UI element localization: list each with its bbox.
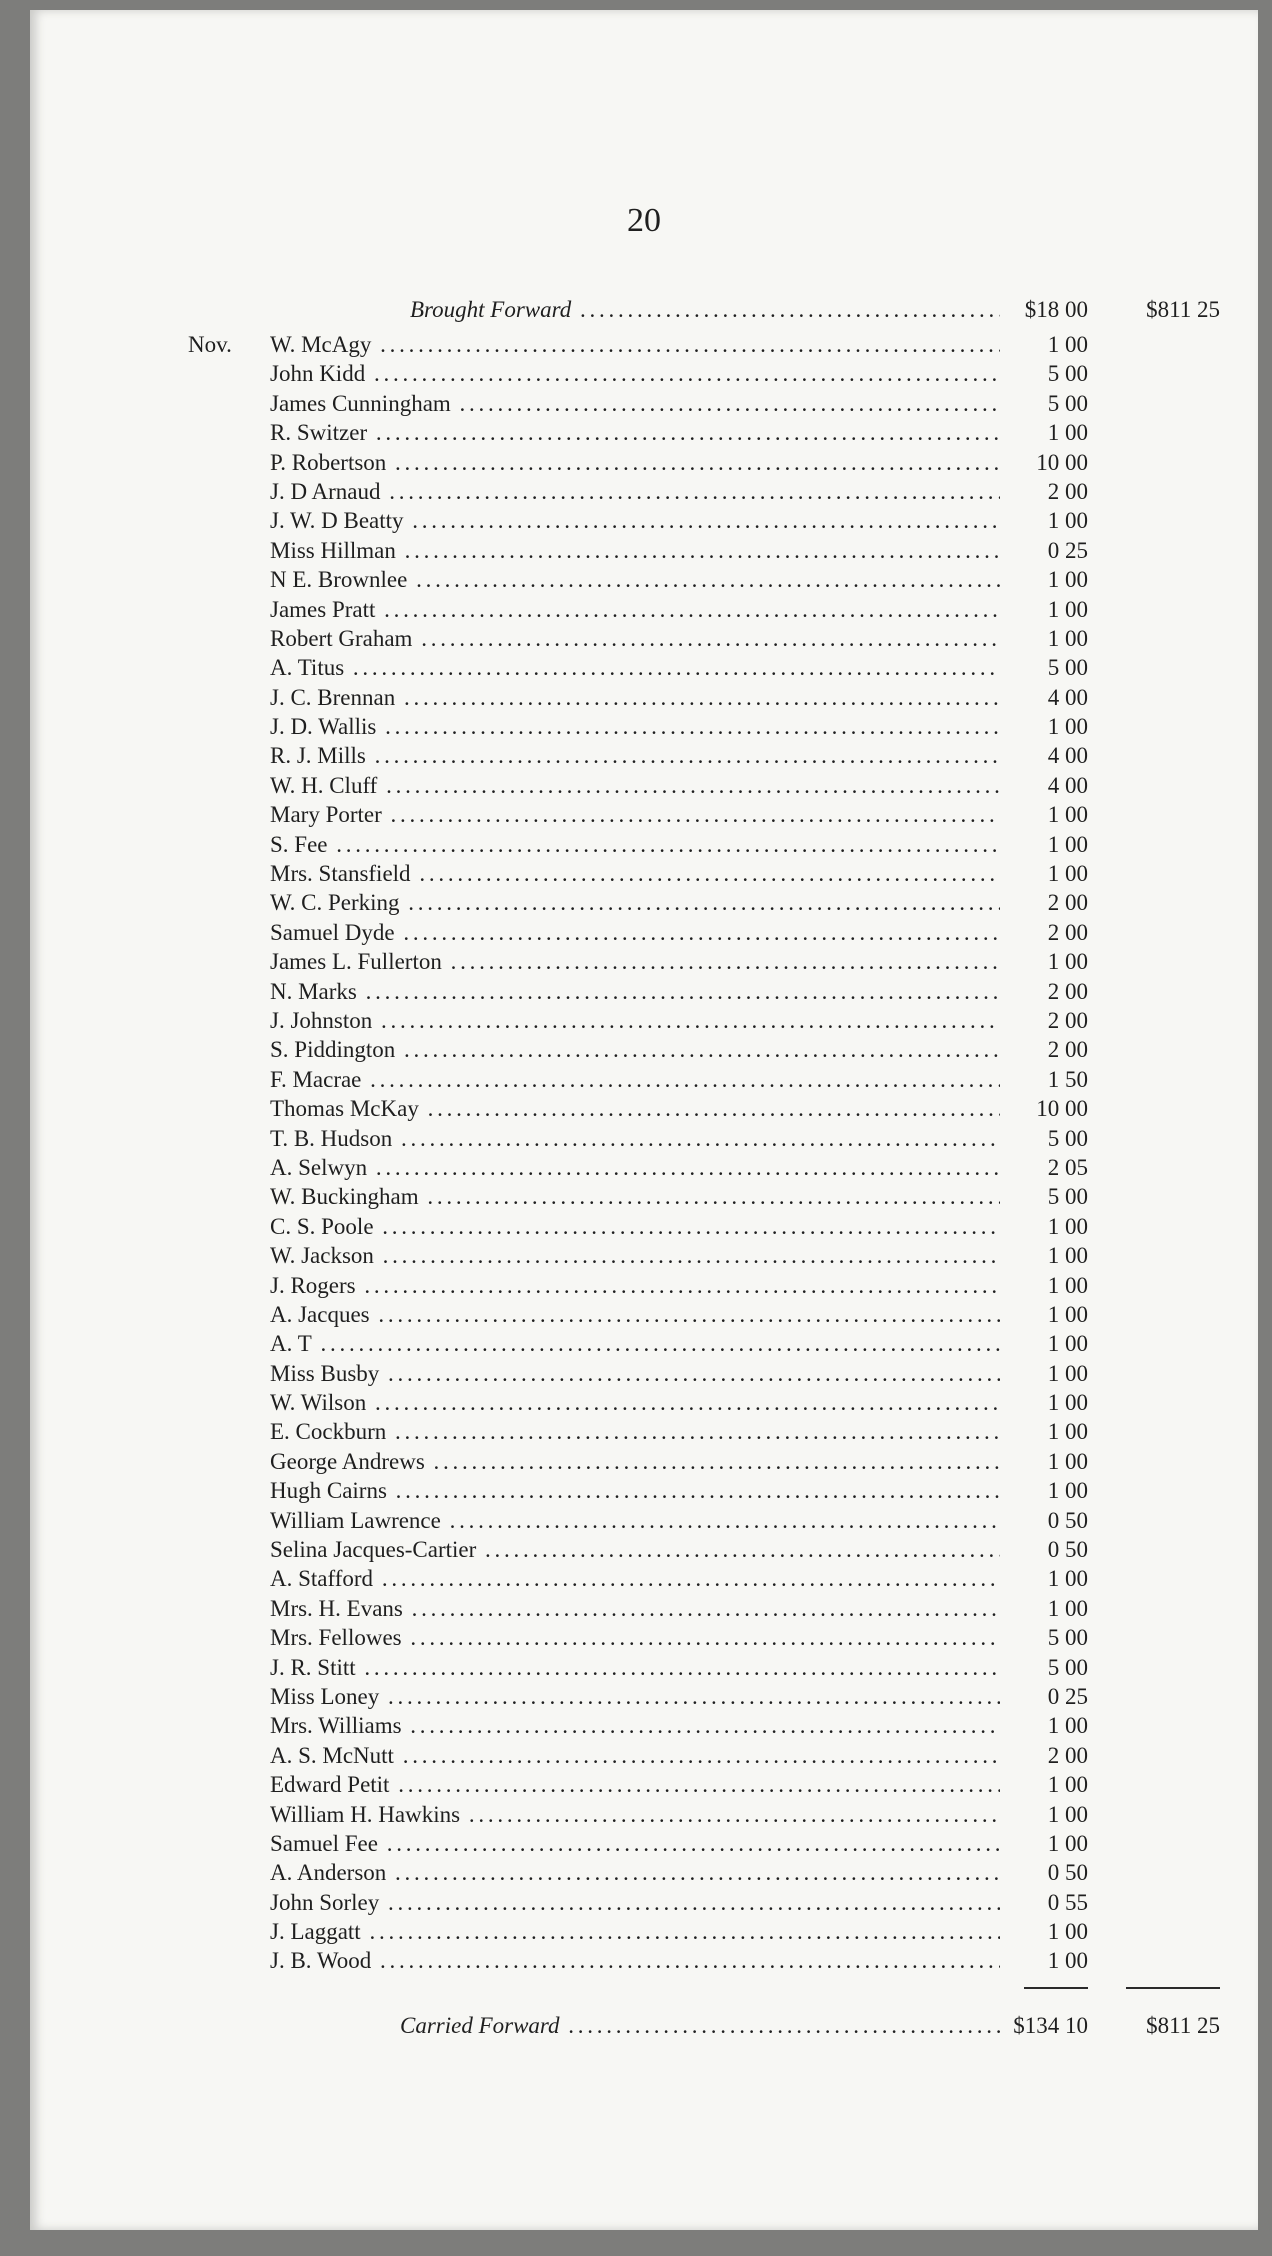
ledger-row	[30, 506, 1258, 535]
donation-amount: 1 00	[1047, 1595, 1088, 1621]
donor-name-cell	[270, 506, 1000, 535]
ledger-row	[30, 1124, 1258, 1153]
donation-amount: 10 00	[1036, 1096, 1088, 1122]
ledger-row	[30, 1623, 1258, 1652]
donor-name: F. Macrae	[270, 1067, 365, 1092]
donor-name: Miss Hillman	[270, 538, 400, 563]
donor-name-cell	[270, 918, 1000, 947]
ledger-row	[30, 536, 1258, 565]
donor-name: Mrs. Stansfield	[270, 861, 415, 886]
donor-name: T. B. Hudson	[270, 1126, 396, 1151]
ledger-row	[30, 1946, 1258, 1975]
donation-amount: 1 00	[1047, 332, 1088, 357]
donation-amount: 2 00	[1047, 978, 1088, 1004]
donation-amount: 0 50	[1047, 1860, 1088, 1886]
ledger-row	[30, 1447, 1258, 1476]
ledger-row	[30, 1653, 1258, 1682]
donor-name: Robert Graham	[270, 626, 416, 651]
donor-name: W. McAgy	[270, 332, 375, 357]
ledger-row	[30, 1388, 1258, 1417]
ledger-row	[30, 1800, 1258, 1829]
donor-name: N E. Brownlee	[270, 567, 411, 592]
ledger-row	[30, 800, 1258, 829]
donor-name-cell	[270, 1035, 1000, 1064]
donor-name-cell	[270, 1711, 1000, 1740]
ledger-row	[30, 1006, 1258, 1035]
donor-name: George Andrews	[270, 1449, 429, 1474]
donor-name: James Cunningham	[270, 391, 455, 416]
ledger-row	[30, 888, 1258, 917]
donation-amount: 0 50	[1047, 1537, 1088, 1563]
donor-name-cell	[270, 1653, 1000, 1682]
donor-name: J. Johnston	[270, 1008, 376, 1033]
ledger-row	[30, 1271, 1258, 1300]
ledger-row	[30, 418, 1258, 447]
donor-name-cell	[270, 1858, 1000, 1887]
donation-amount: 1 00	[1047, 949, 1088, 975]
donation-amount: 1 00	[1047, 1243, 1088, 1269]
donor-name-cell	[270, 1888, 1000, 1917]
donor-name-cell	[270, 1065, 1000, 1094]
donation-amount: 5 00	[1047, 1184, 1088, 1210]
donor-name-cell	[270, 800, 1000, 829]
donor-name: J. D Arnaud	[270, 479, 385, 504]
donor-name: P. Robertson	[270, 450, 390, 475]
carried-forward-total: $811 25	[1146, 2012, 1220, 2038]
donor-name-cell	[270, 624, 1000, 653]
brought-forward-row	[30, 290, 1258, 330]
donation-amount: 1 00	[1047, 596, 1088, 622]
donor-name: Edward Petit	[270, 1772, 393, 1797]
donor-name: A. Anderson	[270, 1860, 390, 1885]
donor-name: J. W. D Beatty	[270, 508, 408, 533]
donor-name-cell	[270, 1359, 1000, 1388]
donor-name-cell	[270, 1124, 1000, 1153]
donor-name-cell	[270, 1770, 1000, 1799]
carried-forward-label: Carried Forward	[400, 2013, 564, 2038]
donation-amount: 1 00	[1047, 567, 1088, 593]
donor-name: R. J. Mills	[270, 743, 370, 768]
donor-name: William H. Hawkins	[270, 1802, 464, 1827]
donor-name-cell	[270, 359, 1000, 388]
ledger-row	[30, 683, 1258, 712]
donor-name-cell	[270, 859, 1000, 888]
donor-name-cell	[270, 1388, 1000, 1417]
donation-amount: 0 50	[1047, 1507, 1088, 1533]
ledger-table	[30, 290, 1258, 2046]
brought-forward-total: $811 25	[1146, 297, 1220, 322]
ledger-row	[30, 1329, 1258, 1358]
donor-name: A. Selwyn	[270, 1155, 371, 1180]
donor-name-cell	[270, 1682, 1000, 1711]
ledger-row	[30, 1682, 1258, 1711]
ledger-row	[30, 1359, 1258, 1388]
donor-name-cell	[270, 389, 1000, 418]
donor-name: J. C. Brennan	[270, 685, 399, 710]
ledger-row	[30, 830, 1258, 859]
donation-amount: 1 00	[1047, 861, 1088, 887]
donor-name-cell	[270, 330, 1000, 359]
donor-name-cell	[270, 595, 1000, 624]
ledger-row	[30, 1917, 1258, 1946]
ledger-row	[30, 565, 1258, 594]
donor-name: W. H. Cluff	[270, 773, 381, 798]
donation-amount: 1 00	[1047, 1448, 1088, 1474]
donation-amount: 1 00	[1047, 1360, 1088, 1386]
ledger-row	[30, 595, 1258, 624]
donor-name: N. Marks	[270, 979, 361, 1004]
donor-name-cell	[270, 536, 1000, 565]
ledger-row	[30, 1476, 1258, 1505]
donor-name-cell	[270, 830, 1000, 859]
donor-name-cell	[270, 1476, 1000, 1505]
donor-name-cell	[270, 771, 1000, 800]
donor-name-cell	[270, 947, 1000, 976]
donor-name: W. Buckingham	[270, 1184, 423, 1209]
donor-name-cell	[270, 1535, 1000, 1564]
ledger-row	[30, 1065, 1258, 1094]
donor-name-cell	[270, 1447, 1000, 1476]
donor-name-cell	[270, 565, 1000, 594]
total-rule	[1126, 1987, 1220, 1989]
donation-amount: 2 00	[1047, 478, 1088, 504]
donation-amount: 1 00	[1047, 802, 1088, 828]
donation-amount: 1 00	[1047, 508, 1088, 534]
donor-name-cell	[270, 1946, 1000, 1975]
donor-name: Mary Porter	[270, 802, 386, 827]
ledger-row	[30, 1711, 1258, 1740]
donation-amount: 1 00	[1047, 625, 1088, 651]
ledger-row	[30, 1888, 1258, 1917]
donor-name: Mrs. H. Evans	[270, 1596, 407, 1621]
donor-name-cell	[270, 448, 1000, 477]
donor-name: James L. Fullerton	[270, 949, 446, 974]
donation-amount: 1 00	[1047, 1566, 1088, 1592]
donation-amount: 1 00	[1047, 1390, 1088, 1416]
donor-name: J. B. Wood	[270, 1948, 375, 1973]
donation-amount: 1 00	[1047, 714, 1088, 740]
donor-name: A. S. McNutt	[270, 1743, 398, 1768]
donor-name: C. S. Poole	[270, 1214, 378, 1239]
donation-amount: 1 00	[1047, 1919, 1088, 1945]
donor-name: A. Jacques	[270, 1302, 374, 1327]
donation-amount: 5 00	[1047, 1125, 1088, 1151]
ledger-row	[30, 1094, 1258, 1123]
donor-name-cell	[270, 1800, 1000, 1829]
ledger-row	[30, 477, 1258, 506]
donation-amount: 5 00	[1047, 361, 1088, 387]
brought-forward-amount: $18 00	[1024, 297, 1088, 322]
donor-name-cell	[270, 1829, 1000, 1858]
donor-name: W. C. Perking	[270, 890, 404, 915]
donation-amount: 5 00	[1047, 1625, 1088, 1651]
ledger-row	[30, 1506, 1258, 1535]
ledger-row	[30, 918, 1258, 947]
donor-name-cell	[270, 1917, 1000, 1946]
ledger-row	[30, 389, 1258, 418]
ledger-page	[30, 10, 1258, 2230]
donation-amount: 2 00	[1047, 1037, 1088, 1063]
donor-name: Selina Jacques-Cartier	[270, 1537, 480, 1562]
donor-name-cell	[270, 977, 1000, 1006]
donor-name: William Lawrence	[270, 1508, 445, 1533]
donation-amount: 2 00	[1047, 1007, 1088, 1033]
donor-name-cell	[270, 1417, 1000, 1446]
donor-name: A. Titus	[270, 655, 348, 680]
month-label: Nov.	[188, 332, 232, 357]
brought-forward-label: Brought Forward	[410, 297, 575, 322]
donation-amount: 4 00	[1047, 684, 1088, 710]
donor-name: John Kidd	[270, 361, 369, 386]
donation-amount: 1 00	[1047, 1272, 1088, 1298]
donation-amount: 2 00	[1047, 1742, 1088, 1768]
donor-name: E. Cockburn	[270, 1419, 390, 1444]
carried-forward-row	[30, 2006, 1258, 2046]
ledger-row	[30, 1770, 1258, 1799]
donation-amount: 0 25	[1047, 537, 1088, 563]
donor-name: R. Switzer	[270, 420, 371, 445]
donor-name: Mrs. Fellowes	[270, 1625, 406, 1650]
donation-amount: 1 00	[1047, 1419, 1088, 1445]
subtotal-rule	[1024, 1987, 1088, 1989]
donor-name-cell	[270, 1623, 1000, 1652]
ledger-row	[30, 1564, 1258, 1593]
donation-amount: 1 00	[1047, 1301, 1088, 1327]
donor-name-cell	[270, 477, 1000, 506]
donation-amount: 1 00	[1047, 1478, 1088, 1504]
donation-amount: 1 00	[1047, 1213, 1088, 1239]
donor-name: Thomas McKay	[270, 1096, 423, 1121]
donor-name: W. Jackson	[270, 1243, 378, 1268]
ledger-row	[30, 448, 1258, 477]
donor-name-cell	[270, 1300, 1000, 1329]
ledger-row	[30, 330, 1258, 359]
donor-name: W. Wilson	[270, 1390, 370, 1415]
donor-name: J. Laggatt	[270, 1919, 365, 1944]
ledger-row	[30, 1417, 1258, 1446]
ledger-row	[30, 359, 1258, 388]
donation-amount: 1 00	[1047, 1331, 1088, 1357]
donor-name-cell	[270, 1212, 1000, 1241]
entries-list	[30, 330, 1258, 1976]
ledger-row	[30, 1300, 1258, 1329]
donor-name: A. T	[270, 1331, 316, 1356]
donor-name-cell	[270, 1006, 1000, 1035]
donor-name: Mrs. Williams	[270, 1713, 406, 1738]
donor-name-cell	[270, 1094, 1000, 1123]
donor-name: S. Piddington	[270, 1037, 399, 1062]
donor-name-cell	[270, 1182, 1000, 1211]
donor-name-cell	[270, 418, 1000, 447]
ledger-row	[30, 1741, 1258, 1770]
donation-amount: 2 00	[1047, 890, 1088, 916]
donor-name: Samuel Dyde	[270, 920, 399, 945]
donor-name: James Pratt	[270, 597, 379, 622]
ledger-row	[30, 1153, 1258, 1182]
brought-forward-label-cell	[410, 290, 1000, 330]
ledger-row	[30, 741, 1258, 770]
donation-amount: 1 00	[1047, 831, 1088, 857]
donation-amount: 4 00	[1047, 743, 1088, 769]
donor-name-cell	[270, 1241, 1000, 1270]
donor-name: J. R. Stitt	[270, 1655, 360, 1680]
donor-name: J. Rogers	[270, 1273, 360, 1298]
donor-name: Hugh Cairns	[270, 1478, 391, 1503]
donor-name-cell	[270, 1564, 1000, 1593]
donation-amount: 1 00	[1047, 420, 1088, 446]
ledger-row	[30, 1182, 1258, 1211]
donation-amount: 4 00	[1047, 772, 1088, 798]
donation-amount: 1 00	[1047, 1713, 1088, 1739]
donor-name: Miss Busby	[270, 1361, 383, 1386]
donation-amount: 5 00	[1047, 390, 1088, 416]
ledger-row	[30, 1212, 1258, 1241]
donor-name-cell	[270, 1741, 1000, 1770]
donation-amount: 1 00	[1047, 1801, 1088, 1827]
donor-name-cell	[270, 1506, 1000, 1535]
ledger-row	[30, 1241, 1258, 1270]
donation-amount: 1 00	[1047, 1948, 1088, 1974]
ledger-row	[30, 947, 1258, 976]
ledger-row	[30, 859, 1258, 888]
ledger-row	[30, 1858, 1258, 1887]
donor-name-cell	[270, 1594, 1000, 1623]
donor-name-cell	[270, 653, 1000, 682]
donor-name: J. D. Wallis	[270, 714, 380, 739]
ledger-row	[30, 977, 1258, 1006]
donor-name-cell	[270, 683, 1000, 712]
donation-amount: 1 50	[1047, 1066, 1088, 1092]
page-number: 20	[627, 202, 661, 239]
donor-name-cell	[270, 712, 1000, 741]
ledger-row	[30, 771, 1258, 800]
donor-name-cell	[270, 888, 1000, 917]
donation-amount: 0 55	[1047, 1889, 1088, 1915]
ledger-row	[30, 1829, 1258, 1858]
donor-name-cell	[270, 1271, 1000, 1300]
carried-forward-amount: $134 10	[1013, 2012, 1088, 2038]
ledger-row	[30, 1535, 1258, 1564]
ledger-row	[30, 712, 1258, 741]
donor-name-cell	[270, 1153, 1000, 1182]
donor-name-cell	[270, 741, 1000, 770]
donor-name: A. Stafford	[270, 1566, 377, 1591]
donation-amount: 5 00	[1047, 655, 1088, 681]
donation-amount: 5 00	[1047, 1654, 1088, 1680]
donation-amount: 10 00	[1036, 449, 1088, 475]
ledger-row	[30, 1035, 1258, 1064]
carried-forward-label-cell	[400, 2006, 1000, 2046]
donation-amount: 2 00	[1047, 919, 1088, 945]
ledger-row	[30, 624, 1258, 653]
donation-amount: 1 00	[1047, 1772, 1088, 1798]
donation-amount: 2 05	[1047, 1154, 1088, 1180]
donation-amount: 1 00	[1047, 1830, 1088, 1856]
ledger-row	[30, 1594, 1258, 1623]
donor-name: Samuel Fee	[270, 1831, 382, 1856]
donor-name: Miss Loney	[270, 1684, 383, 1709]
donor-name: S. Fee	[270, 832, 332, 857]
donor-name: John Sorley	[270, 1890, 383, 1915]
donor-name-cell	[270, 1329, 1000, 1358]
donation-amount: 0 25	[1047, 1683, 1088, 1709]
ledger-row	[30, 653, 1258, 682]
